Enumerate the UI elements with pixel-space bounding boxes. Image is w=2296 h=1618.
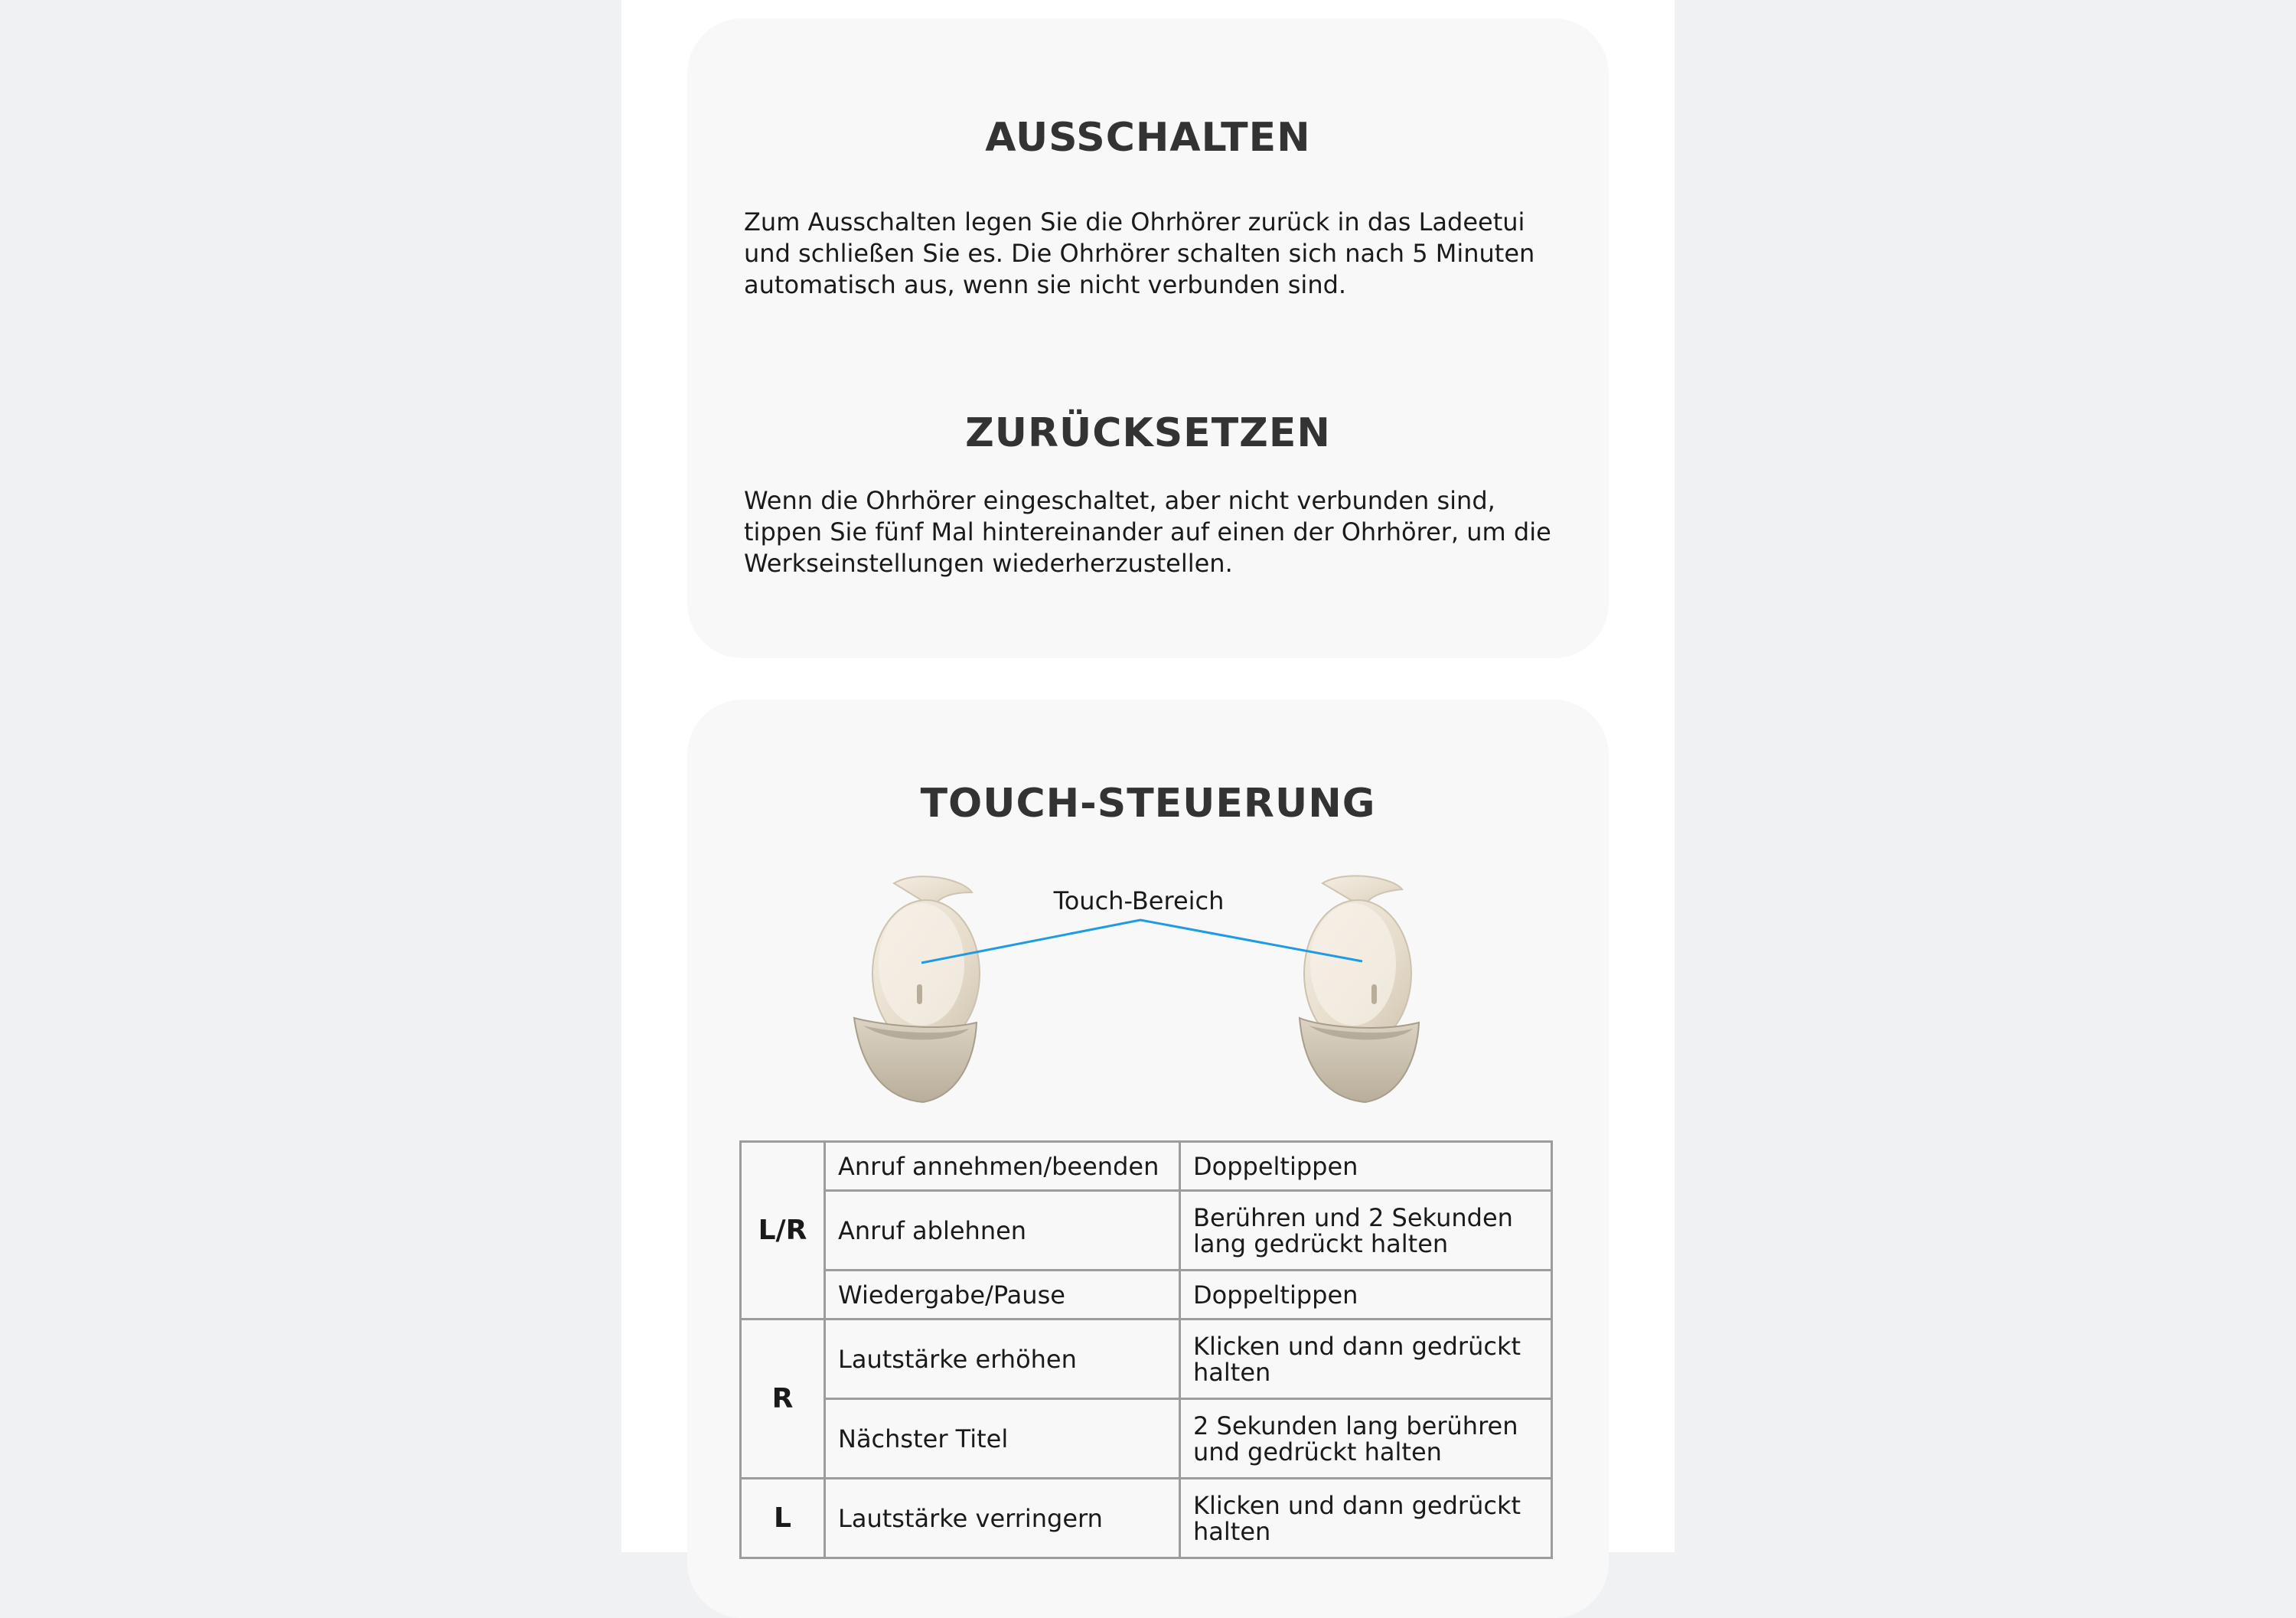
power-reset-card <box>687 18 1609 658</box>
touch-area-label: Touch-Bereich <box>1053 886 1225 915</box>
gesture-cell: Klicken und dann gedrückt halten <box>1180 1320 1552 1399</box>
table-row <box>741 1320 1552 1399</box>
right-earbud-icon <box>1300 876 1419 1102</box>
touch-controls-table <box>739 1140 1553 1559</box>
touch-steuerung-heading: TOUCH-STEUERUNG <box>920 781 1376 827</box>
touch-area-pointer-line <box>921 920 1362 963</box>
gesture-cell: Doppeltippen <box>1180 1142 1552 1191</box>
table-row <box>741 1399 1552 1479</box>
action-cell: Lautstärke verringern <box>825 1479 1180 1558</box>
ausschalten-heading: AUSSCHALTEN <box>985 115 1311 161</box>
left-earbud-icon <box>854 876 980 1102</box>
zuruecksetzen-heading: ZURÜCKSETZEN <box>965 410 1331 456</box>
touch-control-card <box>687 700 1609 1618</box>
zuruecksetzen-text: Wenn die Ohrhörer eingeschaltet, aber nicht verbunden sind, tippen Sie fünf Mal hintereinander auf einen der Ohrhörer, um die Werkseinstellungen wiederherzustellen. <box>744 486 1551 578</box>
side-cell-r: R <box>741 1320 825 1479</box>
gesture-cell: Berühren und 2 Sekunden lang gedrückt halten <box>1180 1191 1552 1271</box>
action-cell: Lautstärke erhöhen <box>825 1320 1180 1399</box>
ausschalten-text: Zum Ausschalten legen Sie die Ohrhörer zurück in das Ladeetui und schließen Sie es. Die Ohrhörer schalten sich nach 5 Minuten automatisch aus, wenn sie nicht verbunden sind. <box>744 207 1535 299</box>
side-cell-l: L <box>741 1479 825 1558</box>
table-row <box>741 1271 1552 1320</box>
manual-page <box>621 0 1675 1552</box>
table-row <box>741 1479 1552 1558</box>
action-cell: Nächster Titel <box>825 1399 1180 1479</box>
action-cell: Wiedergabe/Pause <box>825 1271 1180 1320</box>
action-cell: Anruf ablehnen <box>825 1191 1180 1271</box>
gesture-cell: Doppeltippen <box>1180 1271 1552 1320</box>
gesture-cell: 2 Sekunden lang berühren und gedrückt halten <box>1180 1399 1552 1479</box>
action-cell: Anruf annehmen/beenden <box>825 1142 1180 1191</box>
table-row <box>741 1191 1552 1271</box>
gesture-cell: Klicken und dann gedrückt halten <box>1180 1479 1552 1558</box>
table-row <box>741 1142 1552 1191</box>
side-cell-lr: L/R <box>741 1142 825 1320</box>
